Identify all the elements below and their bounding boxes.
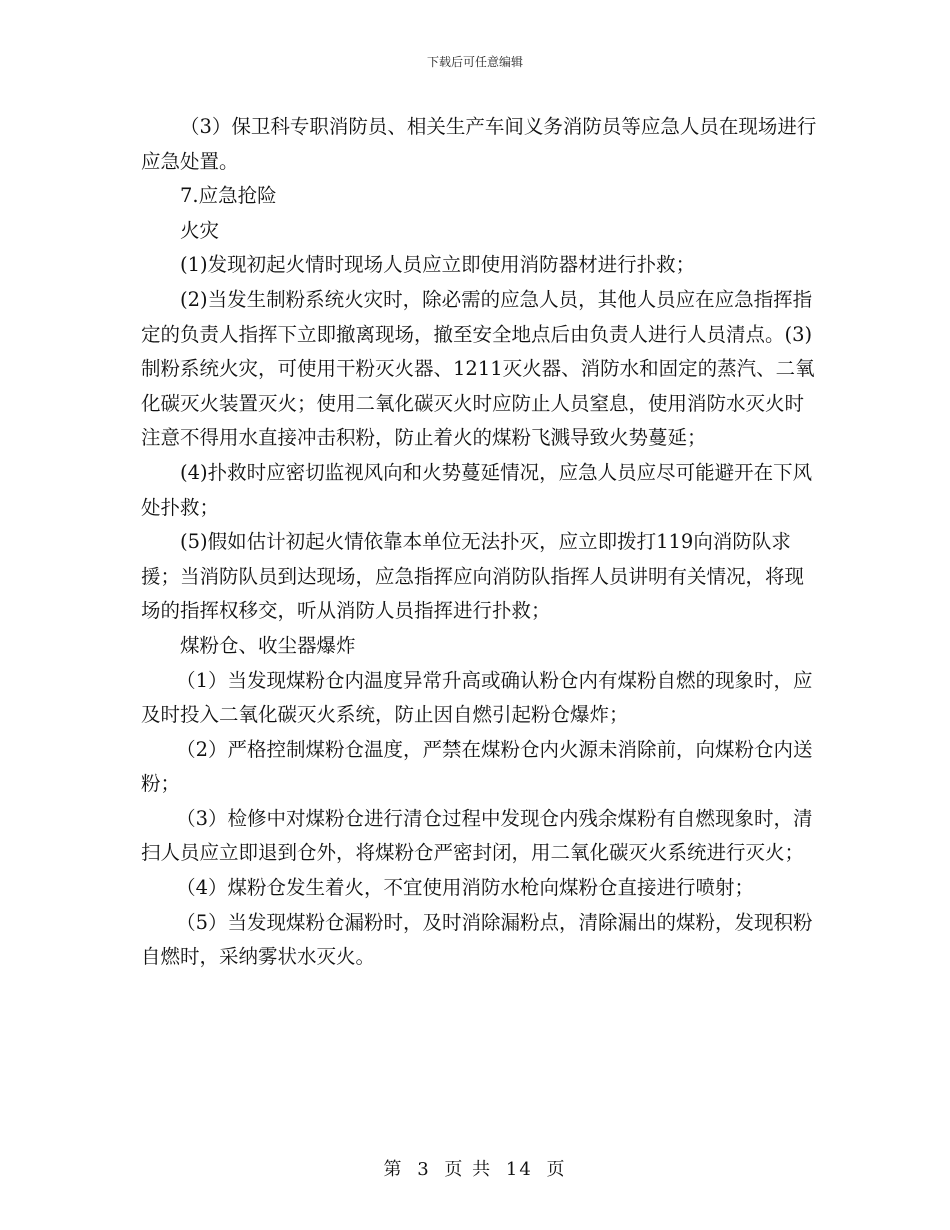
footer-page-number: 3: [417, 1159, 431, 1180]
paragraph-fire-1: (1)发现初起火情时现场人员应立即使用消防器材进行扑救；: [180, 253, 696, 277]
subheading-coal-bin-explosion: 煤粉仓、收尘器爆炸: [180, 633, 356, 657]
paragraph-fire-2-3: (2)当发生制粉系统火灾时，除必需的应急人员，其他人员应在应急指挥指定的负责人指挥下立即撤离现场，撤至安全地点后由负责人进行人员清点。(3)制粉系统火灾，可使用干粉灭火器、1211灭火器、消防水和固定的蒸汽、二氧化碳灭火装置灭火；使用二氧化碳灭火时应防止人员窒息，使用消防水灭火时注意不得用水直接冲击积粉，防止着火的煤粉飞溅导致火势蔓延；: [141, 287, 815, 450]
page-footer: [0, 1155, 950, 1181]
paragraph-explosion-5: （5）当发现煤粉仓漏粉时，及时消除漏粉点，清除漏出的煤粉，发现积粉自燃时，采纳雾状水灭火。: [141, 910, 813, 969]
paragraph-explosion-3: （3）检修中对煤粉仓进行清仓过程中发现仓内残余煤粉有自燃现象时，清扫人员应立即退到仓外，将煤粉仓严密封闭，用二氧化碳灭火系统进行灭火；: [141, 806, 813, 865]
paragraph-fire-5: (5)假如估计初起火情依靠本单位无法扑灭，应立即拨打119向消防队求援；当消防队员到达现场，应急指挥应向消防队指挥人员讲明有关情况，将现场的指挥权移交，听从消防人员指挥进行扑救；: [141, 530, 805, 623]
paragraph-explosion-1: （1）当发现煤粉仓内温度异常升高或确认粉仓内有煤粉自燃的现象时，应及时投入二氧化碳灭火系统，防止因自燃引起粉仓爆炸；: [141, 668, 813, 727]
footer-middle: 页 共: [444, 1159, 493, 1180]
section-heading-emergency-rescue: 7.应急抢险: [180, 184, 277, 208]
footer-total-pages: 14: [505, 1159, 533, 1180]
footer-prefix: 第: [383, 1159, 404, 1180]
paragraph-fire-4: (4)扑救时应密切监视风向和火势蔓延情况，应急人员应尽可能避开在下风处扑救；: [141, 460, 813, 519]
paragraph-explosion-2: （2）严格控制煤粉仓温度，严禁在煤粉仓内火源未消除前，向煤粉仓内送粉；: [141, 737, 813, 796]
footer-suffix: 页: [546, 1159, 567, 1180]
paragraph-explosion-4: （4）煤粉仓发生着火，不宜使用消防水枪向煤粉仓直接进行喷射；: [176, 876, 755, 900]
subheading-fire: 火灾: [180, 218, 220, 242]
paragraph-emergency-staff: （3）保卫科专职消防员、相关生产车间义务消防员等应急人员在现场进行应急处置。: [141, 115, 817, 173]
document-body: [141, 110, 821, 975]
page-header-note: 下载后可任意编辑: [426, 55, 523, 69]
